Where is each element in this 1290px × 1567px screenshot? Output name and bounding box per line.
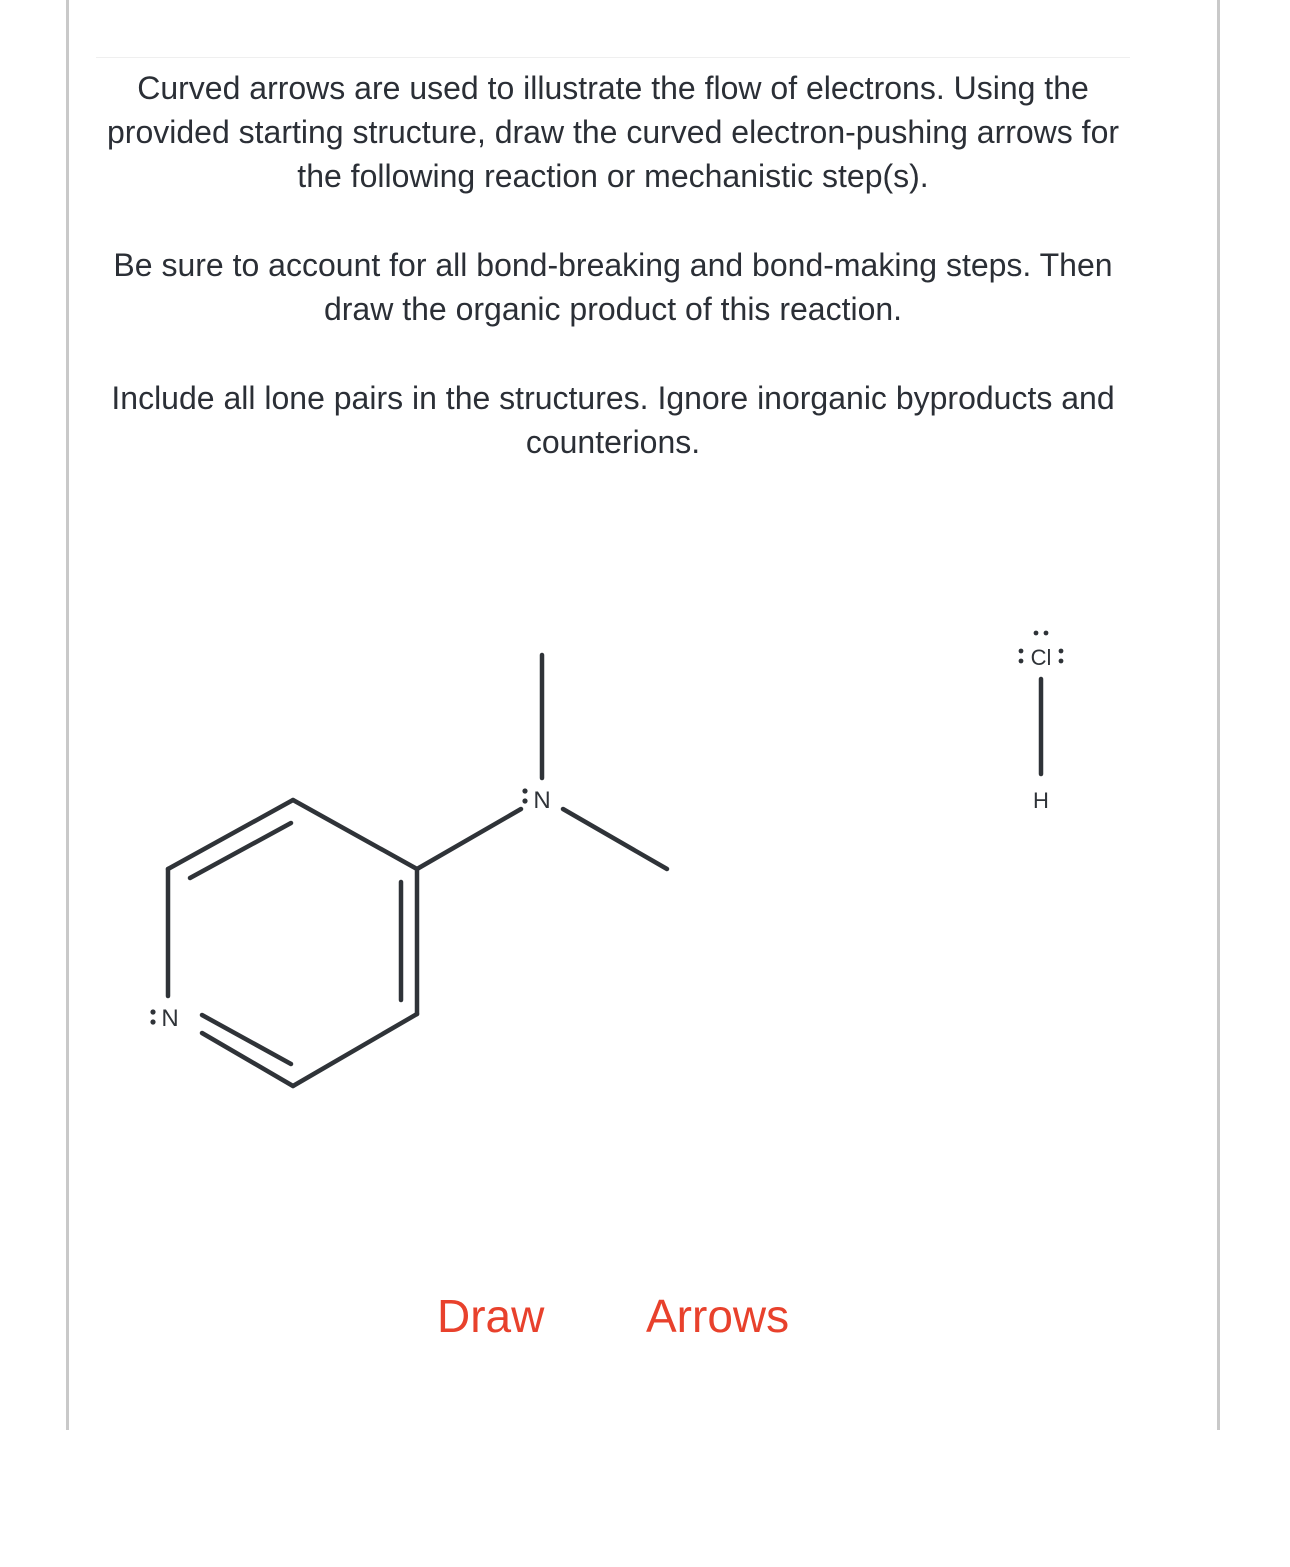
amine-nitrogen-atom[interactable]: [522, 787, 550, 814]
n-methyl-bond-right: [563, 809, 667, 869]
instruction-paragraph-2: Be sure to account for all bond-breaking and bond-making steps. Then draw the organic product of this reaction.: [113, 247, 1113, 327]
dmap-molecule[interactable]: [168, 655, 1041, 1086]
ring-bond: [293, 800, 417, 869]
lone-pair-dot: [522, 798, 527, 803]
ring-nitrogen-atom[interactable]: [150, 1005, 178, 1032]
instruction-paragraph-3: Include all lone pairs in the structures. Ignore inorganic byproducts and counterions.: [111, 380, 1115, 460]
lone-pair-dot: [1019, 659, 1024, 664]
chlorine-atom[interactable]: [1019, 631, 1064, 670]
ring-bond: [293, 1014, 417, 1086]
lone-pair-dot: [522, 788, 527, 793]
ring-nitrogen-label: N: [161, 1005, 179, 1032]
lone-pair-dot: [150, 1019, 155, 1024]
lone-pair-dot: [1044, 631, 1049, 636]
lone-pair-dot: [1019, 649, 1024, 654]
lone-pair-dot: [1059, 659, 1064, 664]
lone-pair-dot: [1059, 649, 1064, 654]
lone-pair-dot: [150, 1009, 155, 1014]
draw-button[interactable]: Draw: [437, 1290, 545, 1342]
chlorine-label: Cl: [1030, 645, 1052, 670]
hydrogen-atom[interactable]: [1033, 788, 1049, 813]
arrows-button[interactable]: Arrows: [646, 1290, 790, 1342]
lone-pair-dot: [1034, 631, 1039, 636]
amine-nitrogen-label: N: [533, 787, 551, 814]
aryl-n-bond: [417, 809, 521, 869]
instruction-paragraph-1: Curved arrows are used to illustrate the flow of electrons. Using the provided starting structure, draw the curved electron-pushing arrows for the following reaction or mechanistic step(s).: [106, 70, 1120, 194]
hydrogen-label: H: [1033, 788, 1049, 813]
